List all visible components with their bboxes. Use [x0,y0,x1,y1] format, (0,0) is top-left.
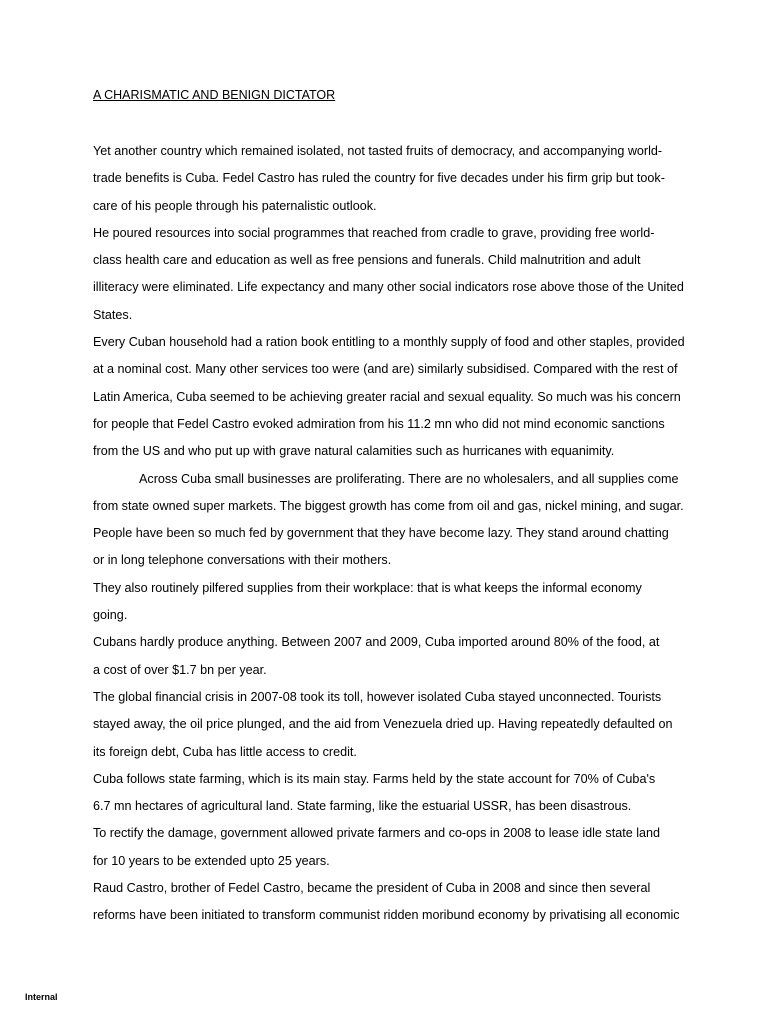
body-line: reforms have been initiated to transform communist ridden moribund economy by privatising all economic [93,908,680,923]
body-line: Yet another country which remained isolated, not tasted fruits of democracy, and accompanying world- [93,144,663,158]
body-line: or in long telephone conversations with their mothers. [93,553,392,568]
body-line: a cost of over $1.7 bn per year. [93,662,267,677]
body-line: going. [93,608,128,623]
body-line: Latin America, Cuba seemed to be achieving greater racial and sexual equality. So much was his concern [93,389,681,404]
body-line: They also routinely pilfered supplies from their workplace: that is what keeps the informal economy [93,580,642,595]
body-line: Every Cuban household had a ration book entitling to a monthly supply of food and other staples, provided [93,335,685,350]
body-line: stayed away, the oil price plunged, and the aid from Venezuela dried up. Having repeatedly defaulted on [93,717,673,732]
body-line: The global financial crisis in 2007-08 took its toll, however isolated Cuba stayed unconnected. Tourists [93,689,662,704]
body-line: illiteracy were eliminated. Life expectancy and many other social indicators rose above those of the United [93,280,684,295]
body-line: He poured resources into social programmes that reached from cradle to grave, providing free world- [93,225,655,240]
body-line: trade benefits is Cuba. Fedel Castro has ruled the country for five decades under his firm grip but took- [93,171,665,186]
body-line: Cuba follows state farming, which is its main stay. Farms held by the state account for 70% of Cuba's [93,771,656,786]
body-line: its foreign debt, Cuba has little access to credit. [93,744,357,759]
body-line-indented: Across Cuba small businesses are proliferating. There are no wholesalers, and all supplies come [139,471,679,486]
classification-label: Internal [25,992,58,1002]
body-line: 6.7 mn hectares of agricultural land. State farming, like the estuarial USSR, has been disastrous. [93,799,632,814]
body-line: class health care and education as well as free pensions and funerals. Child malnutrition and adult [93,253,641,268]
body-line: People have been so much fed by government that they have become lazy. They stand around chatting [93,526,669,541]
body-line: for 10 years to be extended upto 25 years. [93,853,330,868]
body-line: from the US and who put up with grave natural calamities such as hurricanes with equanimity. [93,444,615,459]
body-line: Cubans hardly produce anything. Between 2007 and 2009, Cuba imported around 80% of the food, at [93,635,660,650]
body-line: States. [93,307,133,322]
body-line: care of his people through his paternalistic outlook. [93,198,377,213]
body-line: at a nominal cost. Many other services too were (and are) similarly subsidised. Compared with the rest of [93,362,678,377]
document-title: A CHARISMATIC AND BENIGN DICTATOR [93,88,336,102]
body-line: Raud Castro, brother of Fedel Castro, became the president of Cuba in 2008 and since then several [93,881,651,896]
body-line: To rectify the damage, government allowed private farmers and co-ops in 2008 to lease idle state land [93,826,661,841]
body-line: for people that Fedel Castro evoked admiration from his 11.2 mn who did not mind economic sanctions [93,416,665,431]
document-body [93,141,733,933]
body-line: from state owned super markets. The biggest growth has come from oil and gas, nickel mining, and sugar. [93,498,684,513]
